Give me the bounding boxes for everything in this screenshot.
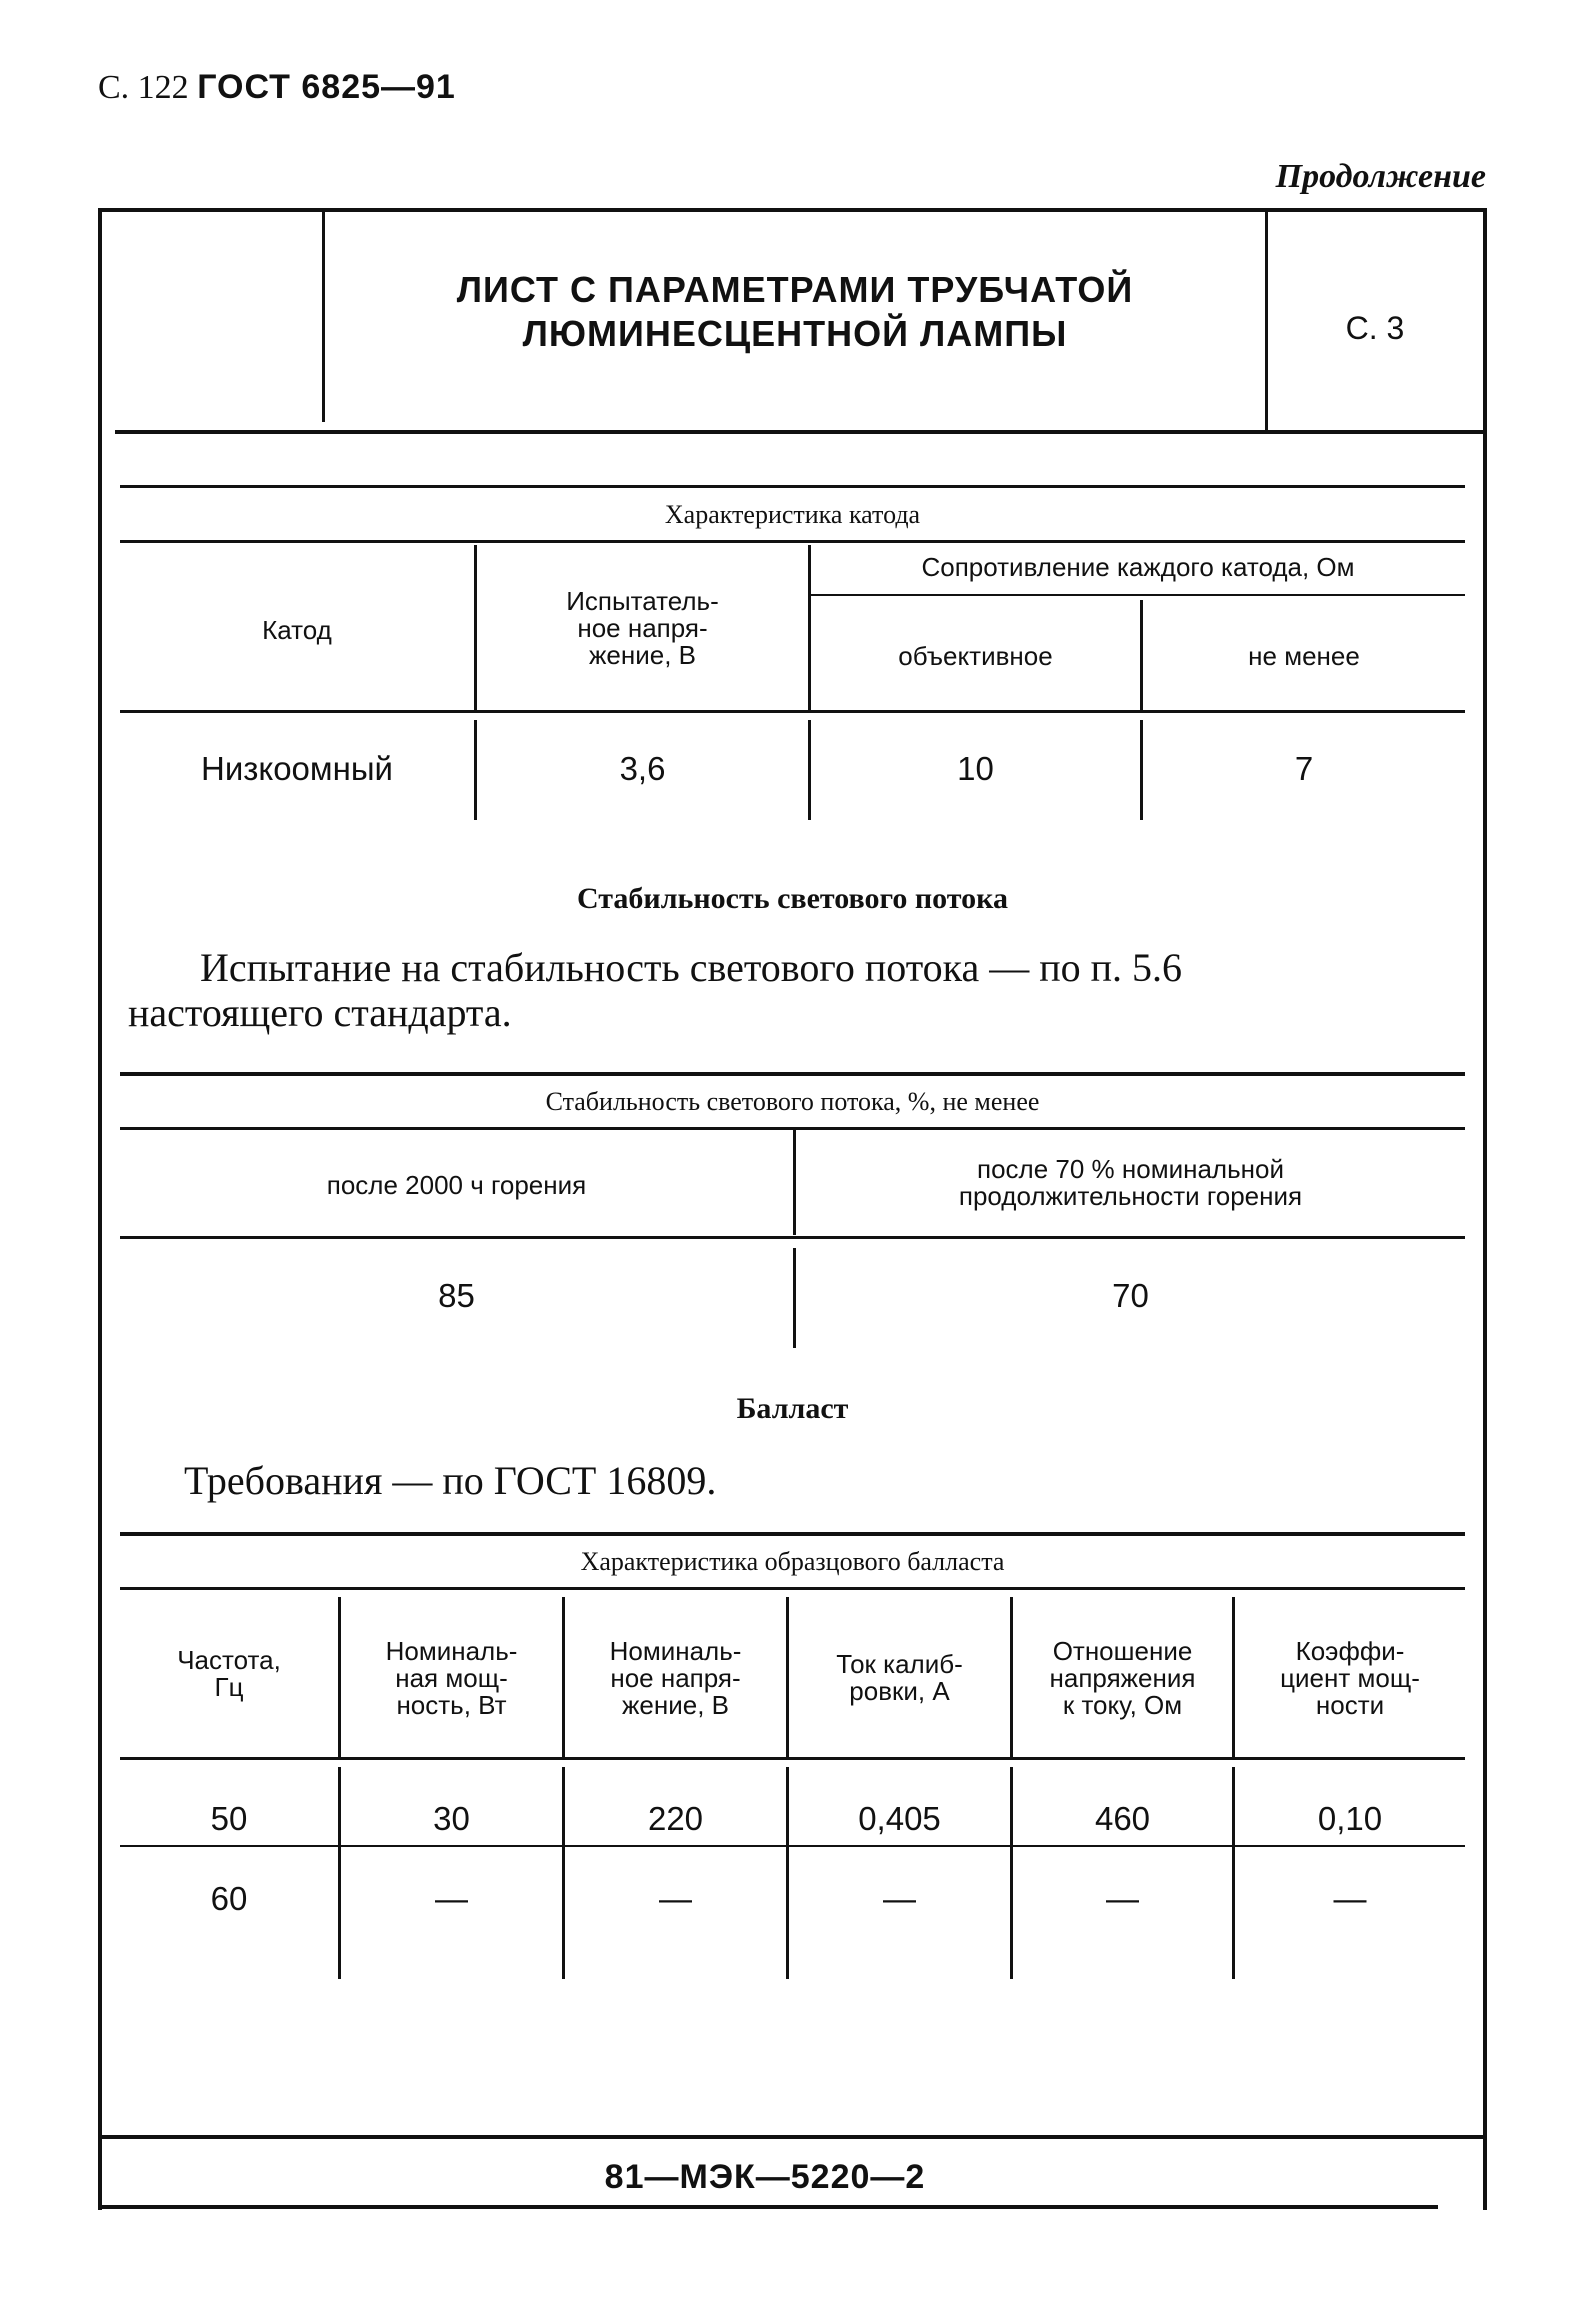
- footer-bottom-rule: [98, 2205, 1438, 2209]
- sheet-title-line2: ЛЮМИНЕСЦЕНТНОЙ ЛАМПЫ: [522, 313, 1068, 354]
- stability-header-bottom-rule: [120, 1236, 1465, 1239]
- cell-row2-power-factor: —: [1333, 1880, 1367, 1917]
- col-header-test-voltage: [477, 588, 808, 669]
- cell-row2-current: —: [883, 1880, 916, 1917]
- col-header-after-70pct: [796, 1156, 1465, 1210]
- page-header: [98, 68, 456, 107]
- resistance-subheader-rule: [810, 594, 1465, 596]
- cell-row2-voltage: —: [659, 1880, 692, 1917]
- cathode-table-top-rule: [120, 485, 1465, 488]
- col-header-voltage-l1: Номиналь-: [609, 1636, 742, 1666]
- col-header-after-70pct-l1: после 70 % номинальной: [977, 1154, 1284, 1184]
- sheet-title: [330, 268, 1260, 356]
- col-header-calibration-current: [789, 1651, 1010, 1705]
- page-number: С. 122: [98, 69, 189, 106]
- col-header-voltage: [565, 1638, 786, 1719]
- cell-row1-frequency: 50: [210, 1800, 248, 1837]
- col-header-pf-l1: Коэффи-: [1295, 1636, 1405, 1666]
- col-header-voltage-l3: жение, В: [622, 1690, 729, 1720]
- ballast-table-top-rule: [120, 1532, 1465, 1536]
- ballast-table-caption: Характеристика образцового балласта: [580, 1547, 1005, 1576]
- ballast-row-divider-1: [338, 1767, 341, 1979]
- col-header-pf-l2: циент мощ-: [1280, 1663, 1420, 1693]
- col-header-power: [341, 1638, 562, 1719]
- continuation-label: Продолжение: [1275, 158, 1486, 195]
- ballast-text: Требования — по ГОСТ 16809.: [184, 1458, 717, 1503]
- col-header-power-l3: ность, Вт: [396, 1690, 507, 1720]
- col-header-ratio-l2: напряжения: [1049, 1663, 1196, 1693]
- cell-cathode-type: Низкоомный: [201, 750, 393, 787]
- ballast-row1-rule: [120, 1845, 1465, 1847]
- cell-row1-power-factor: 0,10: [1317, 1800, 1383, 1837]
- cathode-table-caption: Характеристика катода: [664, 500, 921, 529]
- col-header-frequency-l1: Частота,: [177, 1645, 281, 1675]
- stability-table-caption: Стабильность светового потока, %, не менее: [545, 1087, 1040, 1116]
- footer-top-rule: [98, 2135, 1487, 2139]
- title-block-divider-right: [1265, 212, 1268, 430]
- cell-row2-ratio: —: [1106, 1880, 1139, 1917]
- col-header-power-l2: ная мощ-: [395, 1663, 508, 1693]
- col-header-power-factor: [1235, 1638, 1465, 1719]
- footer-code: 81—МЭК—5220—2: [604, 2158, 926, 2196]
- col-header-after-70pct-l2: продолжительности горения: [958, 1181, 1303, 1211]
- title-block-bottom-rule: [115, 430, 1487, 434]
- col-header-current-l2: ровки, А: [849, 1676, 950, 1706]
- stability-text-line1: Испытание на стабильность светового потока — по п. 5.6: [200, 945, 1183, 990]
- standard-number: ГОСТ 6825—91: [197, 68, 456, 106]
- col-header-min: не менее: [1248, 641, 1360, 671]
- col-header-frequency: [120, 1647, 338, 1701]
- frame-right-border: [1483, 210, 1487, 2210]
- col-header-frequency-l2: Гц: [214, 1672, 244, 1702]
- ballast-row-divider-2: [562, 1767, 565, 1979]
- col-header-after-2000h: после 2000 ч горения: [326, 1170, 587, 1200]
- col-header-current-l1: Ток калиб-: [836, 1649, 963, 1679]
- cell-row1-ratio: 460: [1094, 1800, 1151, 1837]
- col-header-test-voltage-l2: ное напря-: [577, 613, 708, 643]
- frame-top-border: [98, 208, 1487, 212]
- cell-row1-power: 30: [433, 1800, 470, 1837]
- cell-row2-power: —: [435, 1880, 468, 1917]
- cell-after-2000h: 85: [438, 1277, 475, 1314]
- stability-heading: Стабильность светового потока: [577, 882, 1008, 915]
- title-block-divider-left: [322, 212, 325, 422]
- col-header-ratio-l3: к току, Ом: [1062, 1690, 1183, 1720]
- ballast-header-bottom-rule: [120, 1757, 1465, 1760]
- ballast-row-divider-3: [786, 1767, 789, 1979]
- col-header-test-voltage-l3: жение, В: [589, 640, 696, 670]
- cell-row1-voltage: 220: [647, 1800, 704, 1837]
- cell-min: 7: [1294, 750, 1314, 787]
- stability-table-top-rule: [120, 1072, 1465, 1076]
- sheet-title-line1: ЛИСТ С ПАРАМЕТРАМИ ТРУБЧАТОЙ: [456, 269, 1134, 310]
- col-header-voltage-l2: ное напря-: [610, 1663, 741, 1693]
- cell-objective: 10: [957, 750, 994, 787]
- cathode-header-bottom-rule: [120, 710, 1465, 713]
- col-header-cathode: Катод: [262, 615, 332, 645]
- cell-test-voltage: 3,6: [619, 750, 666, 787]
- col-header-test-voltage-l1: Испытатель-: [566, 586, 719, 616]
- cell-row2-frequency: 60: [210, 1880, 248, 1917]
- col-header-ratio-l1: Отношение: [1052, 1636, 1193, 1666]
- col-header-power-l1: Номиналь-: [385, 1636, 518, 1666]
- ballast-row-divider-4: [1010, 1767, 1013, 1979]
- ballast-heading: Балласт: [736, 1392, 849, 1425]
- cathode-caption-rule: [120, 540, 1465, 543]
- col-header-objective: объективное: [898, 641, 1053, 671]
- frame-left-border: [98, 210, 102, 2210]
- ballast-caption-rule: [120, 1587, 1465, 1590]
- col-header-resistance: Сопротивление каждого катода, Ом: [921, 552, 1355, 582]
- cell-after-70pct: 70: [1112, 1277, 1149, 1314]
- cell-row1-current: 0,405: [858, 1800, 941, 1837]
- col-header-pf-l3: ности: [1315, 1690, 1385, 1720]
- stability-text-line2: настоящего стандарта.: [128, 990, 512, 1035]
- col-header-voltage-current-ratio: [1013, 1638, 1232, 1719]
- ballast-row-divider-5: [1232, 1767, 1235, 1979]
- sheet-page-ref: С. 3: [1345, 310, 1405, 346]
